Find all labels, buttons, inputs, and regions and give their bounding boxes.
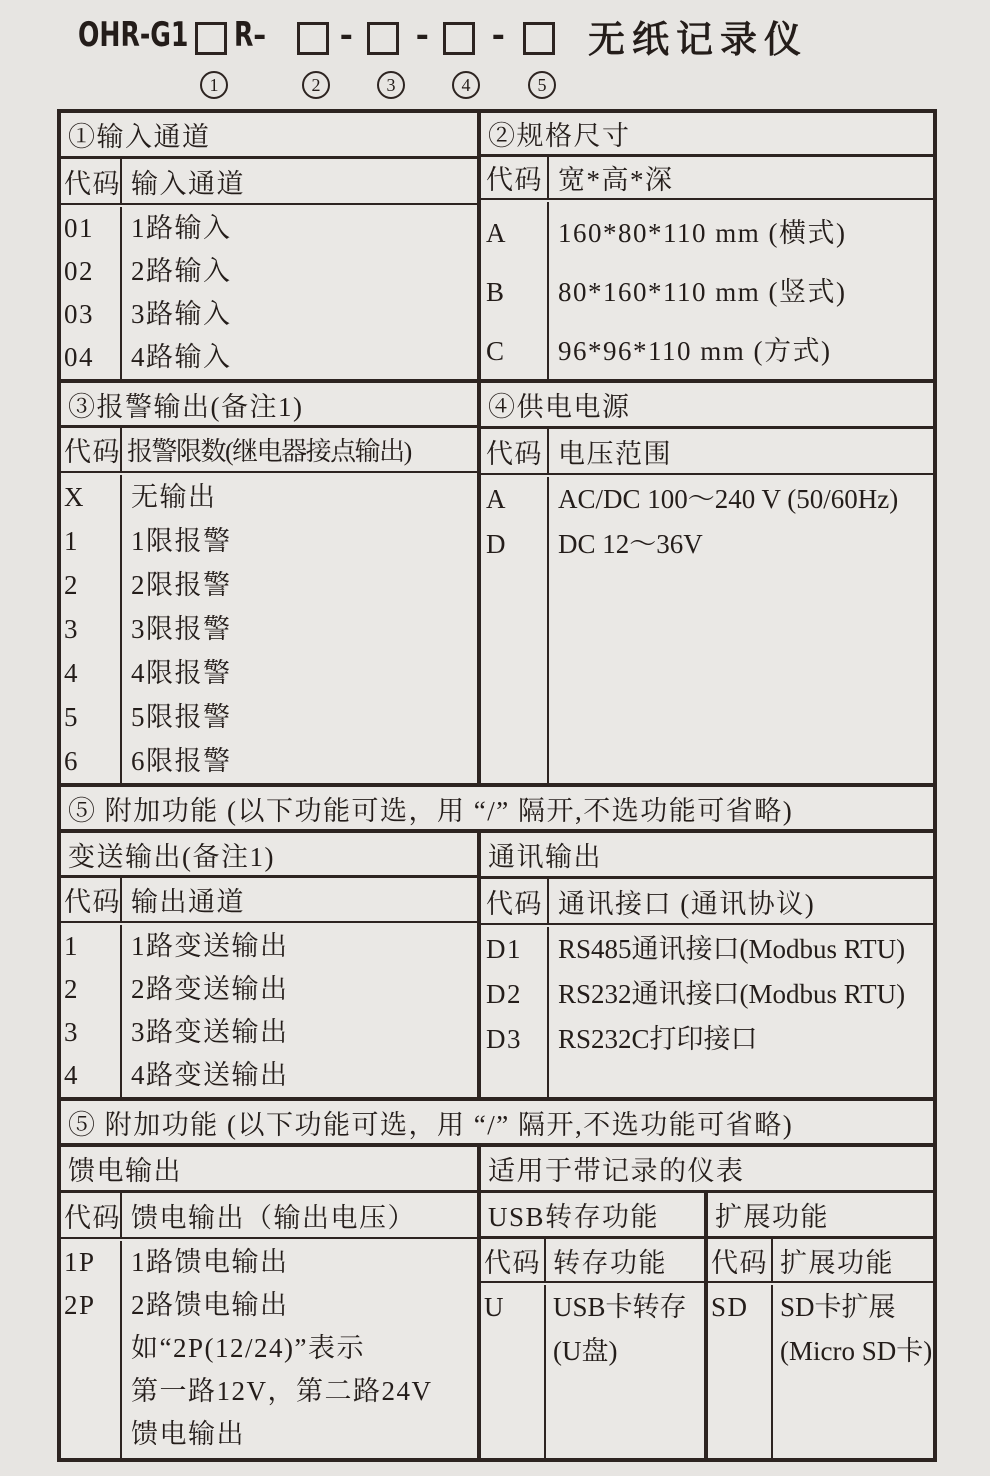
row-code: 4 [64, 658, 79, 688]
row-code: D1 [486, 934, 522, 964]
dash-separator: – [492, 15, 505, 55]
desc-column-header: 报警限数(继电器接点输出) [127, 437, 411, 466]
row-desc: 4路输入 [131, 342, 232, 372]
row-code: 1 [64, 931, 79, 961]
row-code: 04 [64, 342, 94, 372]
feed-note-line: 馈电输出 [131, 1419, 245, 1449]
subsection-title: USB转存功能 [481, 1193, 704, 1239]
row-desc: 96*96*110 mm (方式) [558, 336, 832, 366]
column-header-row [61, 878, 477, 923]
row-desc: DC 12～36V [558, 529, 703, 559]
row-code: C [486, 336, 506, 366]
row-desc: RS485通讯接口(Modbus RTU) [558, 934, 906, 964]
section-input-channels [61, 113, 481, 379]
row-desc: 3路变送输出 [131, 1017, 289, 1047]
row-desc: 2路馈电输出 [131, 1290, 289, 1320]
column-header-row [481, 157, 933, 200]
section-alarm-output [61, 383, 481, 783]
circled-number-marker-3: 3 [377, 71, 405, 99]
code-column [61, 207, 122, 379]
row-desc: 4路变送输出 [131, 1060, 289, 1090]
dash-separator: – [340, 15, 353, 55]
code-column [481, 477, 549, 783]
section-body [708, 1283, 933, 1458]
code-column [481, 927, 549, 1097]
subsection-title: 扩展功能 [708, 1193, 933, 1239]
row-desc: 2限报警 [131, 570, 232, 600]
desc-column [549, 927, 933, 1097]
section-row-retrans-comm [61, 833, 933, 1101]
addon-function-banner: ⑤ 附加功能 (以下功能可选，用 “/” 隔开,不选功能可省略) [61, 787, 933, 833]
row-code: A [486, 218, 507, 248]
row-desc: (U盘) [553, 1336, 618, 1366]
code-column-header: 代码 [61, 159, 122, 203]
row-desc: 80*160*110 mm (竖式) [558, 277, 847, 307]
circled-number-marker-5: 5 [528, 71, 556, 99]
row-desc: 160*80*110 mm (横式) [558, 218, 847, 248]
section-title: ①输入通道 [61, 113, 477, 159]
row-code: D2 [486, 979, 522, 1009]
desc-column [773, 1285, 933, 1458]
model-r-segment: R– [234, 15, 266, 55]
usb-transfer-subsection [481, 1193, 708, 1458]
row-code: 6 [64, 746, 79, 776]
row-desc: 1限报警 [131, 526, 232, 556]
code-box-1 [195, 22, 227, 55]
row-desc: 3路输入 [131, 299, 232, 329]
code-column-header: 代码 [481, 429, 549, 473]
column-header-row [708, 1239, 933, 1283]
row-code: SD [711, 1292, 749, 1322]
row-code: 2P [64, 1290, 96, 1320]
code-column [61, 925, 122, 1097]
code-box-3 [367, 22, 399, 55]
row-desc: RS232通讯接口(Modbus RTU) [558, 979, 906, 1009]
row-desc: 1路变送输出 [131, 931, 289, 961]
row-code: 02 [64, 256, 94, 286]
row-desc: 2路变送输出 [131, 974, 289, 1004]
section-title: ③报警输出(备注1) [61, 383, 477, 428]
section-body [61, 473, 477, 783]
product-name: 无纸记录仪 [588, 20, 808, 61]
row-code: 03 [64, 299, 94, 329]
code-box-2 [297, 22, 329, 55]
dash-separator: – [416, 15, 429, 55]
section-title: ④供电电源 [481, 383, 933, 429]
sd-expansion-subsection [708, 1193, 933, 1458]
row-code: D3 [486, 1024, 522, 1054]
section-body [61, 1239, 477, 1458]
row-desc: 3限报警 [131, 614, 232, 644]
desc-column [122, 475, 477, 783]
row-code: B [486, 277, 506, 307]
row-code: 2 [64, 570, 79, 600]
row-code: 1 [64, 526, 79, 556]
row-desc: (Micro SD卡) [780, 1336, 933, 1366]
circled-number-marker-2: 2 [302, 71, 330, 99]
section-feed-output [61, 1147, 481, 1458]
section-title: ②规格尺寸 [481, 113, 933, 157]
column-header-row [61, 159, 477, 205]
row-desc: RS232C打印接口 [558, 1024, 758, 1054]
desc-column-header: 扩展功能 [780, 1247, 894, 1278]
row-code: 01 [64, 213, 94, 243]
row-desc: 5限报警 [131, 702, 232, 732]
section-title: 通讯输出 [481, 833, 933, 879]
desc-column-header: 宽*高*深 [558, 164, 674, 195]
desc-column [122, 1241, 477, 1458]
section-retransmission-output [61, 833, 481, 1097]
feed-note-line: 第一路12V，第二路24V [131, 1376, 433, 1406]
section-communication-output [481, 833, 933, 1097]
code-column [61, 475, 122, 783]
row-code: D [486, 529, 507, 559]
row-desc: 无输出 [131, 482, 217, 512]
code-column [708, 1285, 773, 1458]
section-record-instruments [481, 1147, 933, 1458]
row-desc: AC/DC 100～240 V (50/60Hz) [558, 484, 899, 514]
row-desc: 1路馈电输出 [131, 1247, 289, 1277]
row-code: 4 [64, 1060, 79, 1090]
record-split [481, 1193, 933, 1458]
row-code: 3 [64, 1017, 79, 1047]
feed-note-line: 如“2P(12/24)”表示 [131, 1333, 365, 1363]
desc-column [122, 207, 477, 379]
row-code: A [486, 484, 507, 514]
section-body [481, 200, 933, 379]
row-code: 1P [64, 1247, 96, 1277]
row-code: 5 [64, 702, 79, 732]
desc-column-header: 转存功能 [553, 1247, 667, 1278]
model-prefix: OHR-G1 [78, 15, 189, 55]
ordering-table [57, 109, 937, 1462]
desc-column-header: 输出通道 [131, 887, 245, 917]
row-desc: 1路输入 [131, 213, 232, 243]
section-body [61, 205, 477, 379]
code-box-4 [443, 22, 475, 55]
code-column-header: 代码 [61, 428, 122, 471]
desc-column [549, 477, 933, 783]
row-code: U [484, 1292, 505, 1322]
section-case-size [481, 113, 933, 379]
code-column [61, 1241, 122, 1458]
section-body [481, 475, 933, 783]
desc-column [546, 1285, 704, 1458]
row-desc: 4限报警 [131, 658, 232, 688]
column-header-row [481, 879, 933, 925]
desc-column-header: 输入通道 [131, 168, 245, 199]
code-column-header: 代码 [61, 1193, 122, 1237]
section-row-feed-record [61, 1147, 933, 1458]
section-row-alarm-power [61, 383, 933, 787]
code-column-header: 代码 [708, 1239, 773, 1281]
desc-column-header: 馈电输出（输出电压） [131, 1202, 416, 1233]
circled-number-marker-4: 4 [452, 71, 480, 99]
code-box-5 [523, 22, 555, 55]
row-desc: 6限报警 [131, 746, 232, 776]
section-title: 适用于带记录的仪表 [481, 1147, 933, 1193]
row-desc: SD卡扩展 [780, 1292, 896, 1322]
desc-column [122, 925, 477, 1097]
desc-column [549, 202, 933, 379]
desc-column-header: 电压范围 [558, 438, 672, 469]
row-desc: USB卡转存 [553, 1292, 687, 1322]
code-column [481, 202, 549, 379]
section-body [481, 925, 933, 1097]
code-column-header: 代码 [61, 878, 122, 921]
column-header-row [481, 429, 933, 475]
code-column-header: 代码 [481, 879, 549, 923]
section-title: 变送输出(备注1) [61, 833, 477, 878]
section-power-supply [481, 383, 933, 783]
section-body [481, 1283, 704, 1458]
section-body [61, 923, 477, 1097]
row-code: 3 [64, 614, 79, 644]
code-column-header: 代码 [481, 157, 549, 198]
section-title: 馈电输出 [61, 1147, 477, 1193]
desc-column-header: 通讯接口 (通讯协议) [558, 888, 816, 919]
column-header-row [61, 428, 477, 473]
circled-number-marker-1: 1 [200, 71, 228, 99]
section-row-input-size [61, 113, 933, 383]
column-header-row [61, 1193, 477, 1239]
column-header-row [481, 1239, 704, 1283]
code-column [481, 1285, 546, 1458]
addon-function-banner: ⑤ 附加功能 (以下功能可选，用 “/” 隔开,不选功能可省略) [61, 1101, 933, 1147]
row-desc: 2路输入 [131, 256, 232, 286]
row-code: 2 [64, 974, 79, 1004]
code-column-header: 代码 [481, 1239, 546, 1281]
row-code: X [64, 482, 85, 512]
